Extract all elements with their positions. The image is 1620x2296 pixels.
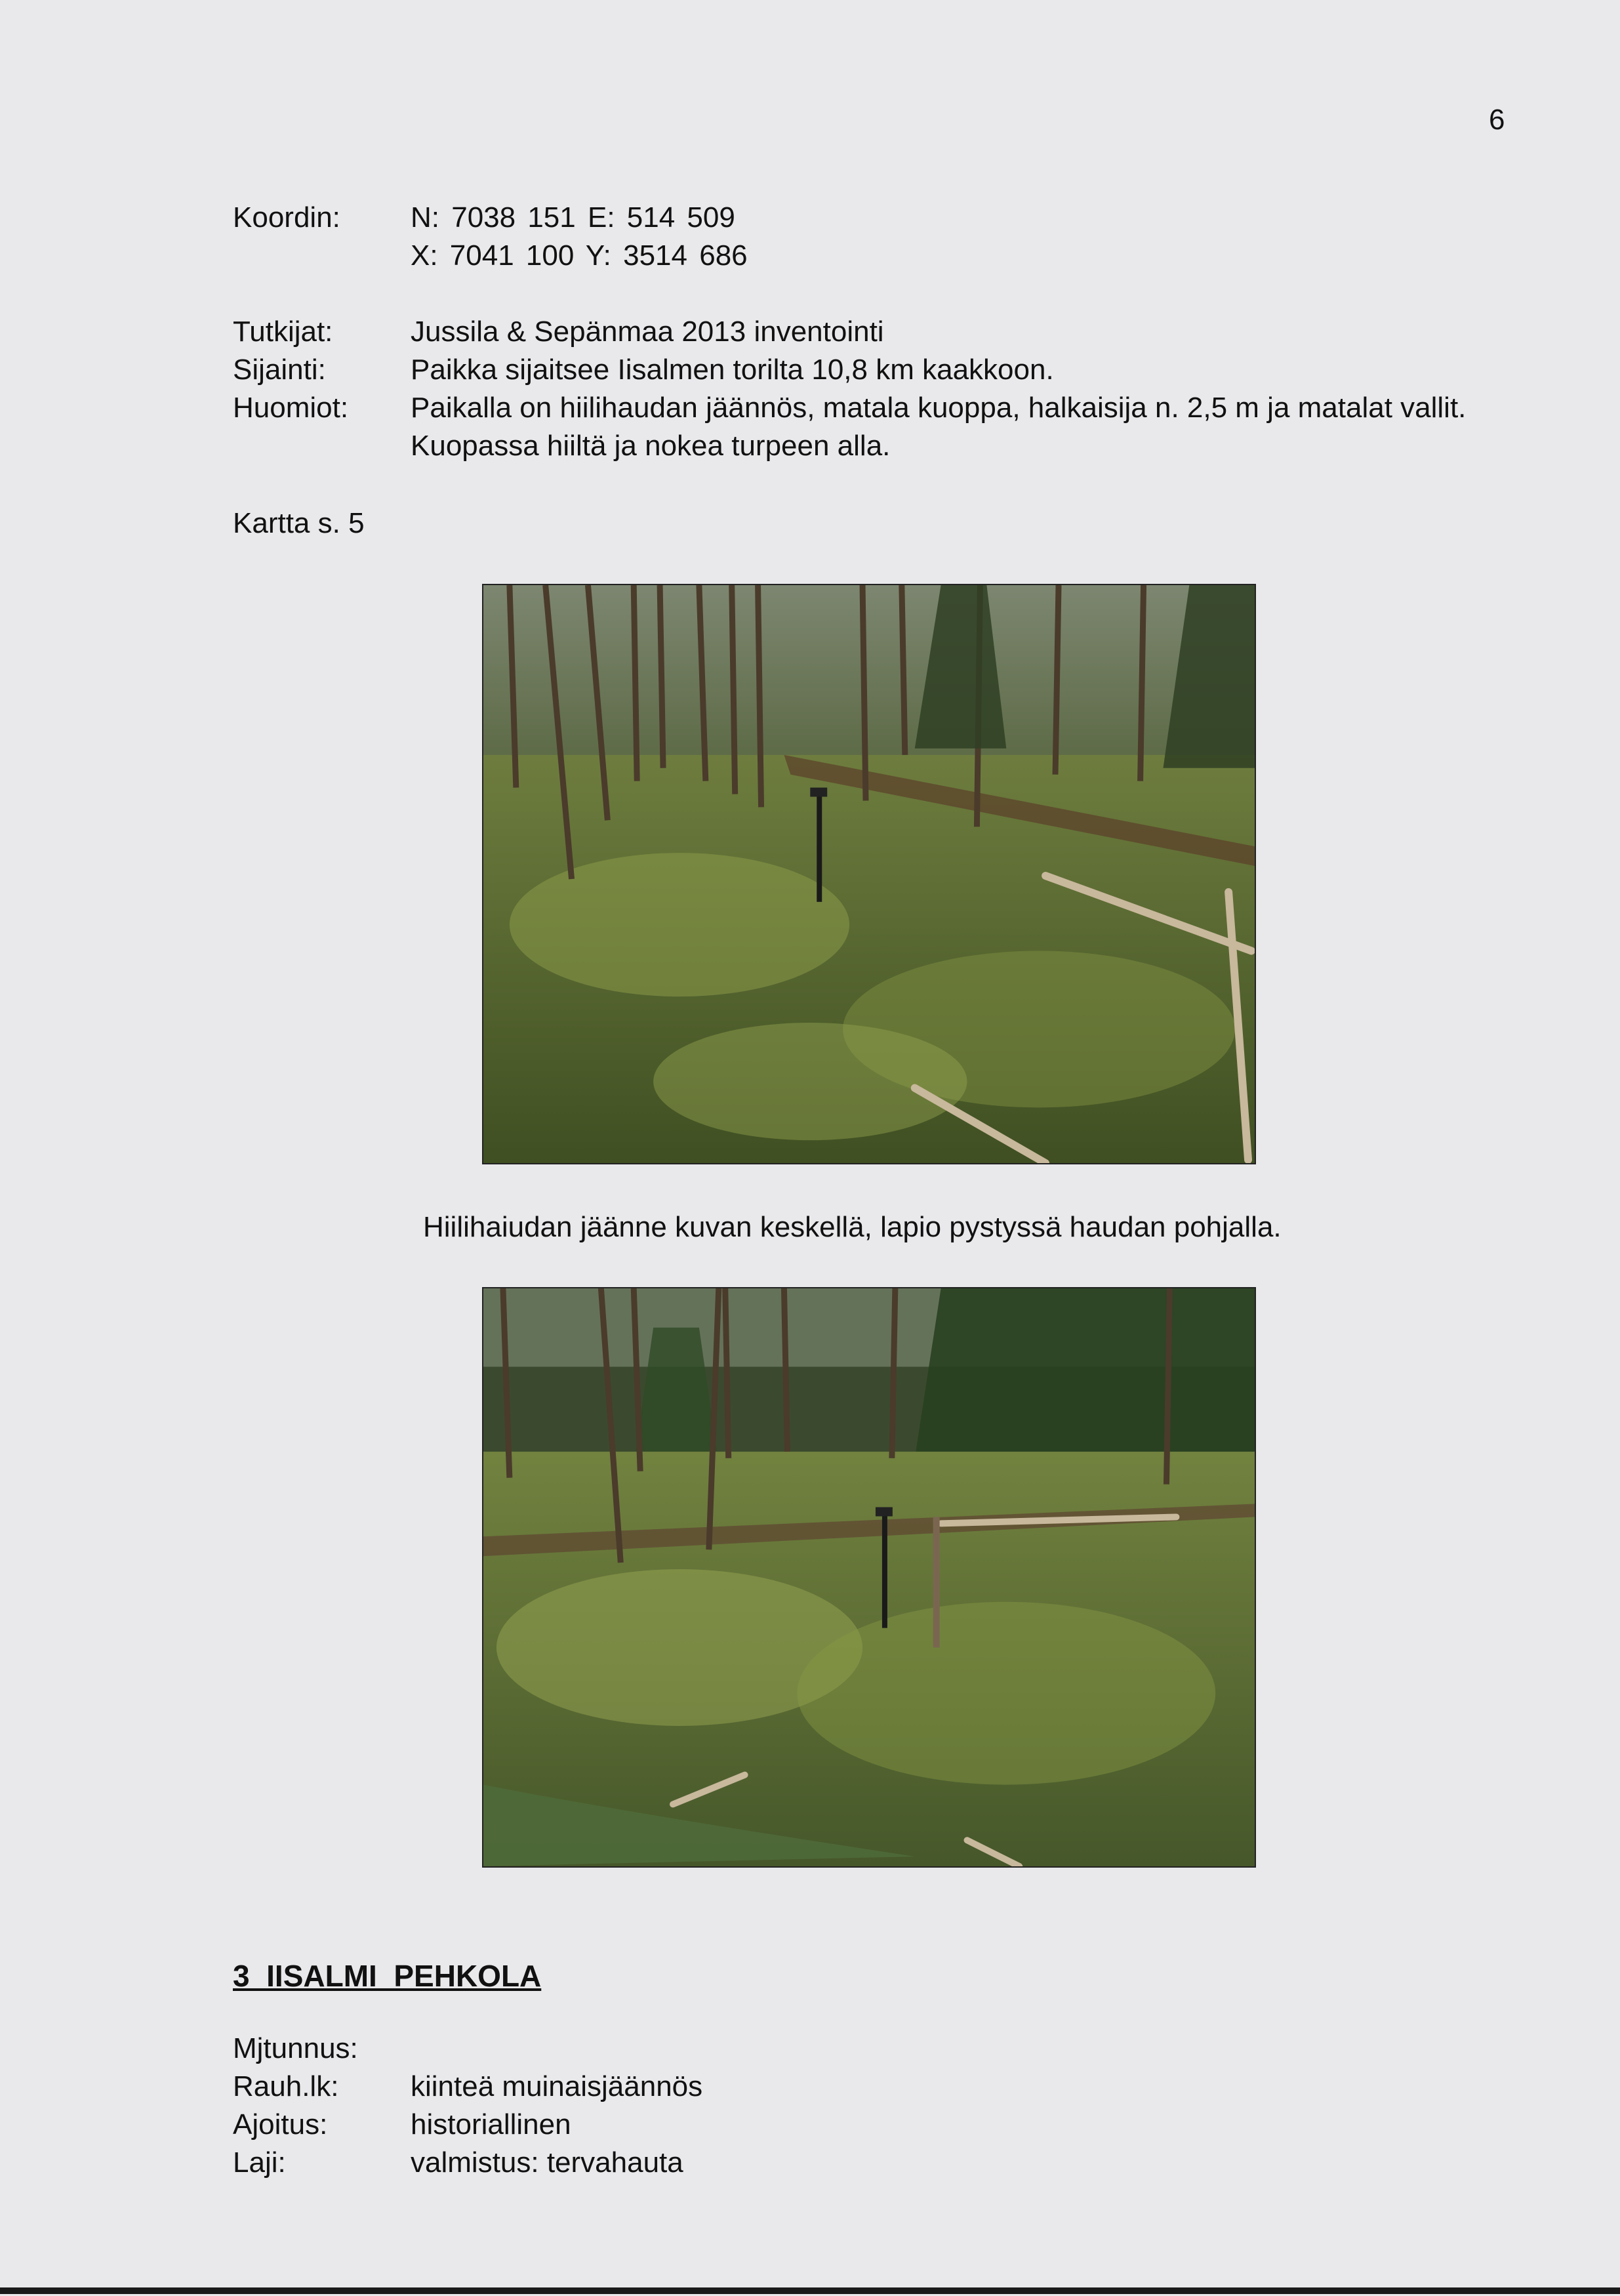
section-title: 3 IISALMI PEHKOLA <box>233 1959 542 1993</box>
koordin-label: Koordin: <box>233 201 340 234</box>
page-number: 6 <box>1489 104 1505 136</box>
laji-label: Laji: <box>233 2146 286 2179</box>
ajoitus-label: Ajoitus: <box>233 2108 328 2141</box>
huomiot-label: Huomiot: <box>233 392 349 424</box>
rauhlk-value: kiinteä muinaisjäännös <box>411 2070 703 2102</box>
tutkijat-value: Jussila & Sepänmaa 2013 inventointi <box>411 316 884 348</box>
ajoitus-value: historiallinen <box>411 2108 571 2141</box>
huomiot-line2: Kuopassa hiiltä ja nokea turpeen alla. <box>411 430 891 462</box>
sijainti-label: Sijainti: <box>233 354 326 386</box>
tutkijat-label: Tutkijat: <box>233 316 333 348</box>
sijainti-value: Paikka sijaitsee Iisalmen torilta 10,8 km kaakkoon. <box>411 354 1054 386</box>
forest-photo-2 <box>482 1287 1256 1868</box>
koordin-line1: N: 7038 151 E: 514 509 <box>411 201 735 234</box>
forest-photo-2-image <box>483 1288 1255 1866</box>
kartta-reference: Kartta s. 5 <box>233 507 365 539</box>
laji-value: valmistus: tervahauta <box>411 2146 683 2179</box>
photo-caption: Hiilihaiudan jäänne kuvan keskellä, lapio pystyssä haudan pohjalla. <box>423 1211 1282 1243</box>
koordin-line2: X: 7041 100 Y: 3514 686 <box>411 239 748 272</box>
forest-photo-1 <box>482 584 1256 1164</box>
mjtunnus-label: Mjtunnus: <box>233 2032 358 2064</box>
bottom-edge-line <box>0 2287 1620 2294</box>
huomiot-line1: Paikalla on hiilihaudan jäännös, matala kuoppa, halkaisija n. 2,5 m ja matalat vallit. <box>411 392 1467 424</box>
forest-photo-1-image <box>483 585 1255 1163</box>
rauhlk-label: Rauh.lk: <box>233 2070 339 2102</box>
